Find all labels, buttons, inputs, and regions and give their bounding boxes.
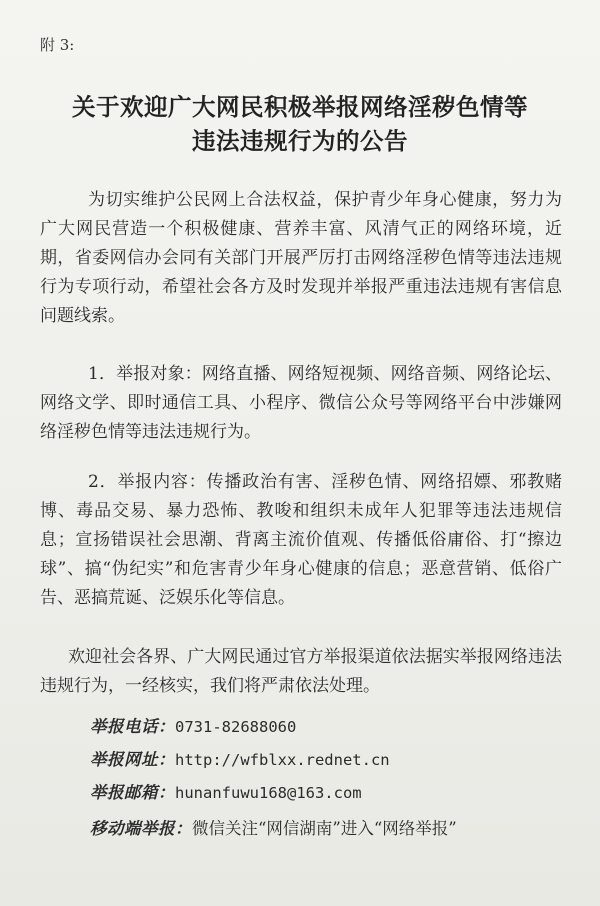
contact-mobile-row (90, 815, 457, 839)
phone-value: 0731-82688060 (175, 718, 297, 736)
website-value: http://wfblxx.rednet.cn (175, 751, 390, 769)
report-content-paragraph: 2．举报内容：传播政治有害、淫秽色情、网络招嫖、邪教赌博、毒品交易、暴力恐怖、教唆和组织未成年人犯罪等违法违规信息；宣扬错误社会思潮、背离主流价值观、传播低俗庸俗、打“擦边球”、搞“伪纪实”和危害青少年身心健康的信息；恶意营销、低俗广告、恶搞荒诞、泛娱乐化等信息。 (40, 472, 562, 608)
email-value: hunanfuwu168@163.com (175, 784, 362, 802)
intro-paragraph: 为切实维护公民网上合法权益，保护青少年身心健康，努力为广大网民营造一个积极健康、营养丰富、风清气正的网络环境，近期，省委网信办会同有关部门开展严厉打击网络淫秽色情等违法违规行为专项行动，希望社会各方及时发现并举报严重违法违规有害信息问题线索。 (40, 190, 562, 326)
email-label: 举报邮箱： (90, 783, 175, 802)
mobile-value: 微信关注“网信湖南”进入“网络举报” (192, 819, 457, 838)
attachment-label: 附 3: (40, 36, 75, 54)
document-title-line-1: 关于欢迎广大网民积极举报网络淫秽色情等 (72, 93, 528, 121)
report-targets-paragraph: 1．举报对象：网络直播、网络短视频、网络音频、网络论坛、网络文学、即时通信工具、小程序、微信公众号等网络平台中涉嫌网络淫秽色情等违法违规行为。 (40, 364, 562, 442)
contact-email-row (90, 779, 362, 803)
phone-label: 举报电话： (90, 717, 175, 736)
mobile-label: 移动端举报： (90, 819, 192, 838)
document-title-line-2: 违法违规行为的公告 (192, 127, 408, 155)
contact-website-row (90, 746, 390, 770)
welcome-paragraph: 欢迎社会各界、广大网民通过官方举报渠道依法据实举报网络违法违规行为，一经核实，我们将严肃依法处理。 (40, 647, 562, 696)
contact-phone-row (90, 713, 296, 737)
website-label: 举报网址： (90, 750, 175, 769)
